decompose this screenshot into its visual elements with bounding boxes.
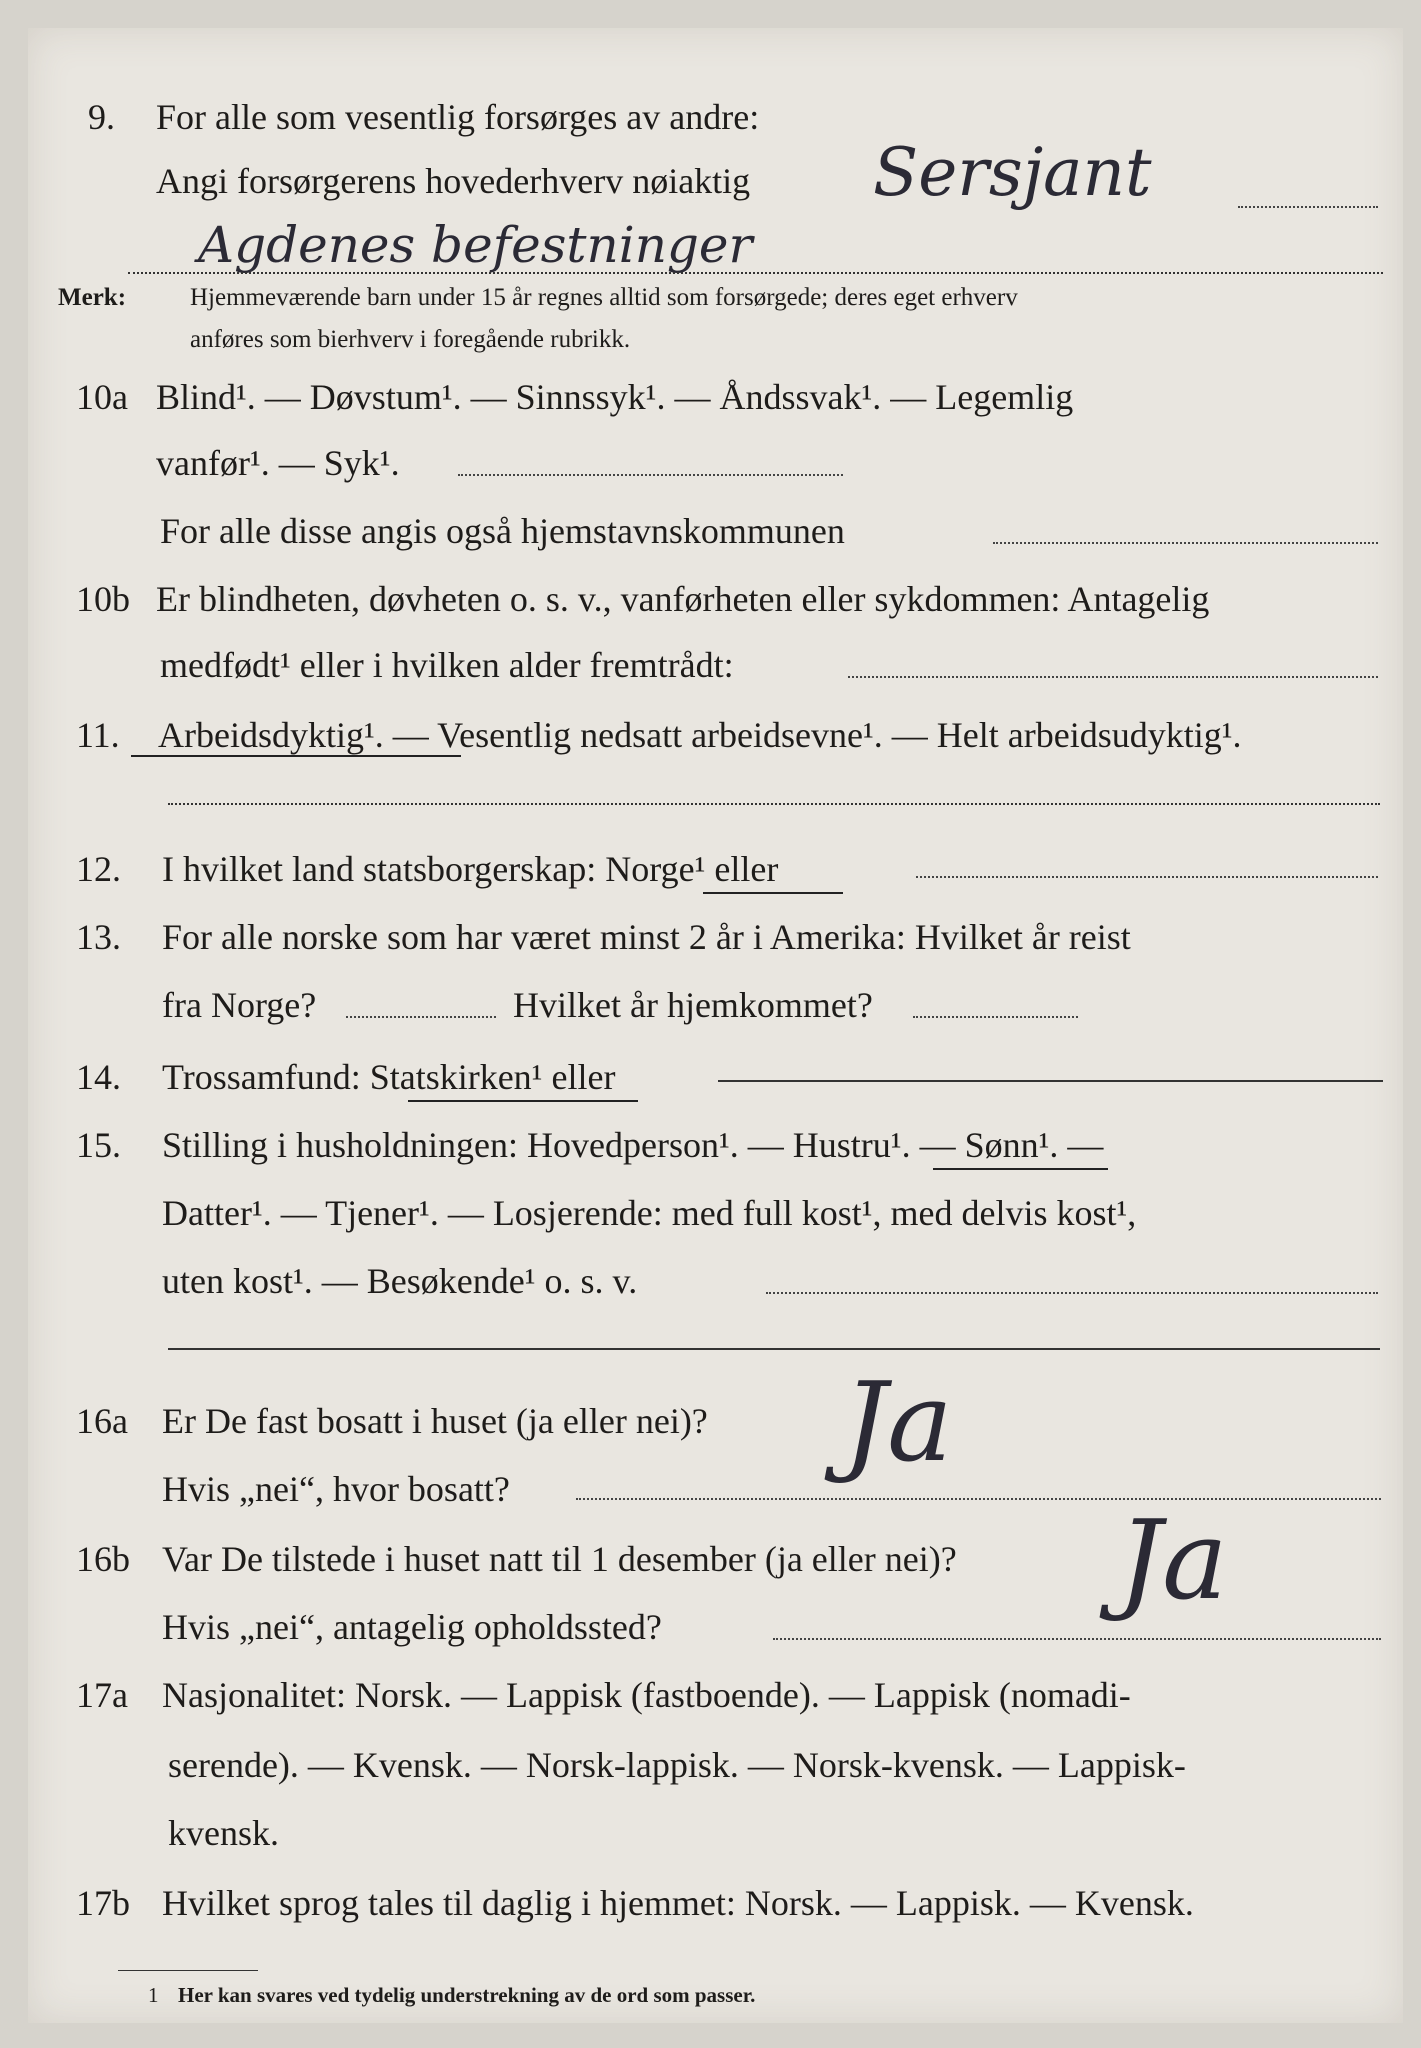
q13-hjemkommet-dotted-line [913,1016,1078,1018]
q14-statskirken-underline [408,1100,638,1102]
footnote-mark: 1 [148,1983,159,2007]
q16b-handwritten-answer: Ja [1118,1496,1228,1624]
merk-line2: anføres som bierhverv i foregående rubrikk. [190,326,631,353]
q9-number: 9. [88,97,115,137]
q12-number: 12. [76,849,121,889]
q10a-syk-dotted-line [458,474,843,476]
merk-line1: Hjemmeværende barn under 15 år regnes alltid som forsørgede; deres eget erhverv [190,284,1018,311]
q14-number: 14. [76,1057,121,1097]
q10b-line2: medfødt¹ eller i hvilken alder fremtrådt: [160,645,734,685]
q12-line1: I hvilket land statsborgerskap: Norge¹ eller [162,849,779,889]
q14-answer-line [718,1080,1383,1082]
q10a-line1: Blind¹. — Døvstum¹. — Sinnssyk¹. — Åndssvak¹. — Legemlig [156,377,1074,417]
q17a-number: 17a [76,1675,128,1715]
q16a-handwritten-answer: Ja [843,1358,953,1486]
q15-line2: Datter¹. — Tjener¹. — Losjerende: med full kost¹, med delvis kost¹, [162,1193,1137,1233]
q9-handwritten-occupation: Sersjant [873,134,1152,211]
q16a-dotted-line [576,1498,1381,1500]
q12-norge-underline [703,892,843,894]
q15-line1: Stilling i husholdningen: Hovedperson¹. — Hustru¹. — Sønn¹. — [162,1125,1104,1165]
q9-line2: Angi forsørgerens hovederhverv nøiaktig [156,161,751,201]
q12-dotted-line [916,876,1378,878]
q13-line2a: fra Norge? [162,985,317,1025]
q13-line1: For alle norske som har været minst 2 år i Amerika: Hvilket år reist [162,917,1131,957]
q15-dotted-line [766,1292,1378,1294]
q9-dotted-line [1238,206,1378,208]
q9-answer-line [128,272,1383,274]
q13-line2b: Hvilket år hjemkommet? [513,985,873,1025]
q13-number: 13. [76,917,121,957]
q10a-line2: vanfør¹. — Syk¹. [156,443,400,483]
q11-answer-line [168,803,1380,805]
census-form-page [28,28,1403,2023]
q16b-line1: Var De tilstede i huset natt til 1 desember (ja eller nei)? [162,1539,957,1579]
footnote-separator [118,1970,258,1971]
q10b-dotted-line [848,676,1378,678]
q17a-line3: kvensk. [168,1813,279,1853]
q16a-number: 16a [76,1401,128,1441]
q17b-number: 17b [76,1883,130,1923]
footnote-text: Her kan svares ved tydelig understrekning av de ord som passer. [178,1983,756,2007]
q16b-number: 16b [76,1539,130,1579]
q17b-line1: Hvilket sprog tales til daglig i hjemmet: Norsk. — Lappisk. — Kvensk. [162,1883,1194,1923]
q15-answer-line [168,1348,1380,1350]
q11-number: 11. [76,715,120,755]
q11-arbeidsdyktig-underline [131,755,461,757]
q16a-line1: Er De fast bosatt i huset (ja eller nei)? [162,1401,708,1441]
q15-hustru-underline [933,1168,1108,1170]
q11-line1: Arbeidsdyktig¹. — Vesentlig nedsatt arbeidsevne¹. — Helt arbeidsudyktig¹. [158,715,1242,755]
q16b-line2: Hvis „nei“, antagelig opholdssted? [162,1607,662,1647]
q10a-kommune-dotted-line [993,542,1378,544]
q16a-line2: Hvis „nei“, hvor bosatt? [162,1469,510,1509]
q17a-line2: serende). — Kvensk. — Norsk-lappisk. — Norsk-kvensk. — Lappisk- [168,1745,1186,1785]
q9-handwritten-employer: Agdenes befestninger [198,216,753,274]
q15-number: 15. [76,1125,121,1165]
q13-reist-dotted-line [346,1016,496,1018]
q17a-line1: Nasjonalitet: Norsk. — Lappisk (fastboende). — Lappisk (nomadi- [162,1675,1131,1715]
q9-line1: For alle som vesentlig forsørges av andre: [156,97,760,137]
q10a-number: 10a [76,377,128,417]
merk-label: Merk: [58,284,127,311]
q10a-line3: For alle disse angis også hjemstavnskommunen [160,511,845,551]
q14-line1: Trossamfund: Statskirken¹ eller [162,1057,616,1097]
q10b-line1: Er blindheten, døvheten o. s. v., vanførheten eller sykdommen: Antagelig [156,579,1210,619]
q10b-number: 10b [76,579,130,619]
q16b-dotted-line [773,1638,1381,1640]
q15-line3: uten kost¹. — Besøkende¹ o. s. v. [162,1261,638,1301]
